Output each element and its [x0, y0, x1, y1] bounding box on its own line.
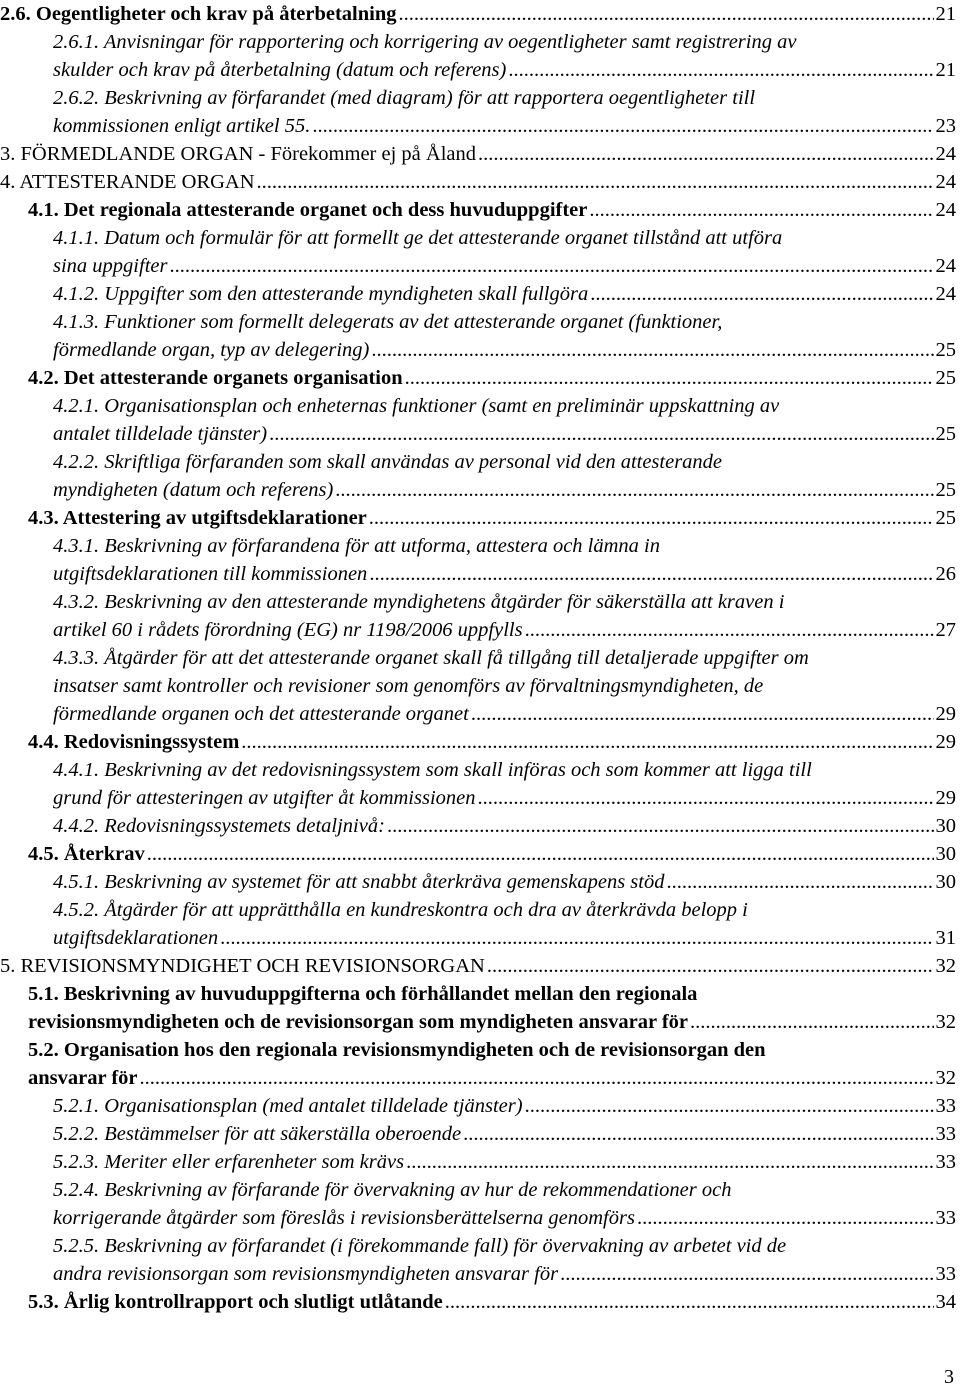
- toc-entry-text: 4.1.1. Datum och formulär för att formellt ge det attesterande organet tillstånd att utföra: [53, 227, 783, 249]
- toc-entry[interactable]: [0, 84, 956, 140]
- toc-entry-text: 2.6.2. Beskrivning av förfarandet (med diagram) för att rapportera oegentligheter till: [53, 87, 756, 109]
- toc-entry[interactable]: [0, 168, 956, 196]
- dot-leader: [525, 616, 934, 644]
- toc-entry[interactable]: [0, 504, 956, 532]
- toc-entry[interactable]: [0, 644, 956, 728]
- toc-entry[interactable]: [0, 224, 956, 280]
- dot-leader: [471, 700, 934, 728]
- toc-entry[interactable]: [0, 1120, 956, 1148]
- toc-entry-text: förmedlande organ, typ av delegering): [53, 339, 370, 361]
- dot-leader: [335, 476, 933, 504]
- toc-entry-text: 4.2.2. Skriftliga förfaranden som skall användas av personal vid den attesterande: [53, 451, 723, 473]
- toc-entry-text: 5.2. Organisation hos den regionala revisionsmyndigheten och de revisionsorgan den: [28, 1039, 766, 1061]
- dot-leader: [525, 1092, 934, 1120]
- toc-entry-page-number: 24: [935, 283, 956, 305]
- toc-entry[interactable]: [0, 448, 956, 504]
- dot-leader: [140, 1064, 934, 1092]
- toc-entry-text: 4.5. Återkrav: [28, 843, 145, 865]
- dot-leader: [405, 364, 934, 392]
- toc-entry-page-number: 33: [935, 1123, 956, 1145]
- toc-entry-text: 2.6. Oegentligheter och krav på återbetalning: [0, 3, 397, 25]
- toc-entry-text: 4.3.2. Beskrivning av den attesterande myndighetens åtgärder för säkerställa att kraven i: [53, 591, 785, 613]
- toc-entry[interactable]: [0, 364, 956, 392]
- toc-entry-page-number: 25: [935, 507, 956, 529]
- toc-entry[interactable]: [0, 1288, 956, 1316]
- toc-entry-text: 5.2.3. Meriter eller erfarenheter som krävs: [53, 1151, 405, 1173]
- toc-entry[interactable]: [0, 1092, 956, 1120]
- dot-leader: [269, 420, 933, 448]
- toc-entry[interactable]: [0, 952, 956, 980]
- toc-entry[interactable]: [0, 308, 956, 364]
- toc-entry-text: skulder och krav på återbetalning (datum och referens): [53, 59, 507, 81]
- toc-entry[interactable]: [0, 588, 956, 644]
- toc-entry[interactable]: [0, 756, 956, 812]
- toc-entry-text: 5.1. Beskrivning av huvuduppgifterna och förhållandet mellan den regionala: [28, 983, 698, 1005]
- toc-entry-text: 4.3. Attestering av utgiftsdeklarationer: [28, 507, 367, 529]
- toc-entry-page-number: 29: [935, 703, 956, 725]
- toc-entry-text: kommissionen enligt artikel 55.: [53, 115, 311, 137]
- toc-entry-text: 4.3.3. Åtgärder för att det attesterande organet skall få tillgång till detaljerade uppgifter om: [53, 647, 809, 669]
- dot-leader: [371, 336, 933, 364]
- toc-entry-text: sina uppgifter: [53, 255, 168, 277]
- dot-leader: [690, 1008, 933, 1036]
- toc-entry-text: grund för attesteringen av utgifter åt kommissionen: [53, 787, 476, 809]
- toc-entry[interactable]: [0, 812, 956, 840]
- dot-leader: [241, 728, 933, 756]
- toc-entry-page-number: 25: [935, 339, 956, 361]
- toc-entry-page-number: 26: [935, 563, 956, 585]
- toc-entry-page-number: 24: [935, 171, 956, 193]
- toc-entry[interactable]: [0, 840, 956, 868]
- toc-entry-text: 5.2.1. Organisationsplan (med antalet tilldelade tjänster): [53, 1095, 523, 1117]
- toc-entry-page-number: 32: [935, 955, 956, 977]
- toc-entry-text: 4.2.1. Organisationsplan och enheternas funktioner (samt en preliminär uppskattning av: [53, 395, 780, 417]
- toc-entry-text: insatser samt kontroller och revisioner som genomförs av förvaltningsmyndigheten, de: [53, 675, 764, 697]
- dot-leader: [169, 252, 933, 280]
- toc-entry[interactable]: [0, 1232, 956, 1288]
- dot-leader: [147, 840, 934, 868]
- toc-entry-page-number: 32: [935, 1011, 956, 1033]
- dot-leader: [387, 812, 934, 840]
- toc-entry-text: 4.2. Det attesterande organets organisation: [28, 367, 403, 389]
- toc-entry-page-number: 31: [935, 927, 956, 949]
- toc-entry-page-number: 34: [935, 1291, 956, 1313]
- dot-leader: [478, 140, 934, 168]
- toc-entry[interactable]: [0, 1176, 956, 1232]
- toc-entry[interactable]: [0, 896, 956, 952]
- toc-entry-page-number: 24: [935, 199, 956, 221]
- toc-entry-page-number: 27: [935, 619, 956, 641]
- toc-entry-page-number: 33: [935, 1263, 956, 1285]
- toc-entry-page-number: 30: [935, 843, 956, 865]
- toc-entry[interactable]: [0, 196, 956, 224]
- toc-entry[interactable]: [0, 280, 956, 308]
- toc-entry-text: 4.3.1. Beskrivning av förfarandena för att utforma, attestera och lämna in: [53, 535, 660, 557]
- toc-entry-text: förmedlande organen och det attesterande organet: [53, 703, 469, 725]
- dot-leader: [508, 56, 933, 84]
- dot-leader: [487, 952, 934, 980]
- toc-entry-text: andra revisionsorgan som revisionsmyndigheten ansvarar för: [53, 1263, 559, 1285]
- toc-entry-text: 4.4.2. Redovisningssystemets detaljnivå:: [53, 815, 385, 837]
- toc-entry-text: myndigheten (datum och referens): [53, 479, 334, 501]
- toc-entry-text: 5.2.2. Bestämmelser för att säkerställa oberoende: [53, 1123, 462, 1145]
- toc-entry-text: ansvarar för: [28, 1067, 138, 1089]
- toc-entry-text: korrigerande åtgärder som föreslås i revisionsberättelserna genomförs: [53, 1207, 635, 1229]
- toc-entry[interactable]: [0, 0, 956, 28]
- toc-entry[interactable]: [0, 728, 956, 756]
- toc-entry-page-number: 23: [935, 115, 956, 137]
- toc-entry-text: 4.5.1. Beskrivning av systemet för att snabbt återkräva gemenskapens stöd: [53, 871, 665, 893]
- toc-entry[interactable]: [0, 1036, 956, 1092]
- toc-entry-page-number: 33: [935, 1151, 956, 1173]
- toc-entry-text: 5.2.5. Beskrivning av förfarandet (i förekommande fall) för övervakning av arbetet vid de: [53, 1235, 787, 1257]
- dot-leader: [590, 280, 933, 308]
- toc-entry[interactable]: [0, 532, 956, 588]
- toc-entry-text: utgiftsdeklarationen: [53, 927, 219, 949]
- toc-entry-page-number: 21: [935, 3, 956, 25]
- dot-leader: [369, 504, 934, 532]
- toc-entry-page-number: 24: [935, 255, 956, 277]
- toc-entry[interactable]: [0, 392, 956, 448]
- toc-entry-text: 4.5.2. Åtgärder för att upprätthålla en kundreskontra och dra av återkrävda belopp i: [53, 899, 748, 921]
- toc-entry[interactable]: [0, 1148, 956, 1176]
- toc-entry-text: 5.2.4. Beskrivning av förfarande för övervakning av hur de rekommendationer och: [53, 1179, 732, 1201]
- toc-entry-page-number: 25: [935, 367, 956, 389]
- toc-entry-text: revisionsmyndigheten och de revisionsorgan som myndigheten ansvarar för: [28, 1011, 689, 1033]
- toc-entry-text: 5.3. Årlig kontrollrapport och slutligt utlåtande: [28, 1291, 443, 1313]
- dot-leader: [312, 112, 933, 140]
- toc-entry[interactable]: [0, 28, 956, 84]
- toc-entry-text: 3. FÖRMEDLANDE ORGAN - Förekommer ej på Åland: [0, 143, 476, 165]
- toc-entry-page-number: 21: [935, 59, 956, 81]
- dot-leader: [478, 784, 934, 812]
- dot-leader: [369, 560, 933, 588]
- toc-entry[interactable]: [0, 868, 956, 896]
- toc-entry[interactable]: [0, 140, 956, 168]
- toc-entry-text: 4.1.3. Funktioner som formellt delegerats av det attesterande organet (funktioner,: [53, 311, 723, 333]
- dot-leader: [637, 1204, 934, 1232]
- toc-entry-page-number: 33: [935, 1207, 956, 1229]
- page-number: 3: [944, 1366, 954, 1388]
- toc-entry-page-number: 30: [935, 815, 956, 837]
- toc-entry-text: 4.4.1. Beskrivning av det redovisningssystem som skall införas och som kommer att ligga till: [53, 759, 812, 781]
- toc-entry-text: 4. ATTESTERANDE ORGAN: [0, 171, 255, 193]
- dot-leader: [220, 924, 933, 952]
- toc-entry-text: 4.1. Det regionala attesterande organet och dess huvuduppgifter: [28, 199, 588, 221]
- dot-leader: [666, 868, 933, 896]
- dot-leader: [257, 168, 934, 196]
- toc-entry-page-number: 24: [935, 143, 956, 165]
- toc-entry-page-number: 29: [935, 731, 956, 753]
- toc-entry-page-number: 33: [935, 1095, 956, 1117]
- toc-entry-page-number: 32: [935, 1067, 956, 1089]
- dot-leader: [463, 1120, 933, 1148]
- toc-entry-text: antalet tilldelade tjänster): [53, 423, 268, 445]
- toc-entry-text: utgiftsdeklarationen till kommissionen: [53, 563, 368, 585]
- dot-leader: [406, 1148, 933, 1176]
- dot-leader: [589, 196, 933, 224]
- dot-leader: [399, 0, 934, 28]
- toc-entry-page-number: 25: [935, 479, 956, 501]
- toc-entry-text: 4.1.2. Uppgifter som den attesterande myndigheten skall fullgöra: [53, 283, 589, 305]
- toc-entry[interactable]: [0, 980, 956, 1036]
- dot-leader: [560, 1260, 933, 1288]
- toc-entry-text: 2.6.1. Anvisningar för rapportering och korrigering av oegentligheter samt registrering av: [53, 31, 797, 53]
- toc-entry-text: 4.4. Redovisningssystem: [28, 731, 240, 753]
- toc-entry-page-number: 29: [935, 787, 956, 809]
- toc-entry-page-number: 30: [935, 871, 956, 893]
- dot-leader: [445, 1288, 934, 1316]
- toc-entry-text: artikel 60 i rådets förordning (EG) nr 1198/2006 uppfylls: [53, 619, 523, 641]
- toc-entry-page-number: 25: [935, 423, 956, 445]
- toc-entry-text: 5. REVISIONSMYNDIGHET OCH REVISIONSORGAN: [0, 955, 485, 977]
